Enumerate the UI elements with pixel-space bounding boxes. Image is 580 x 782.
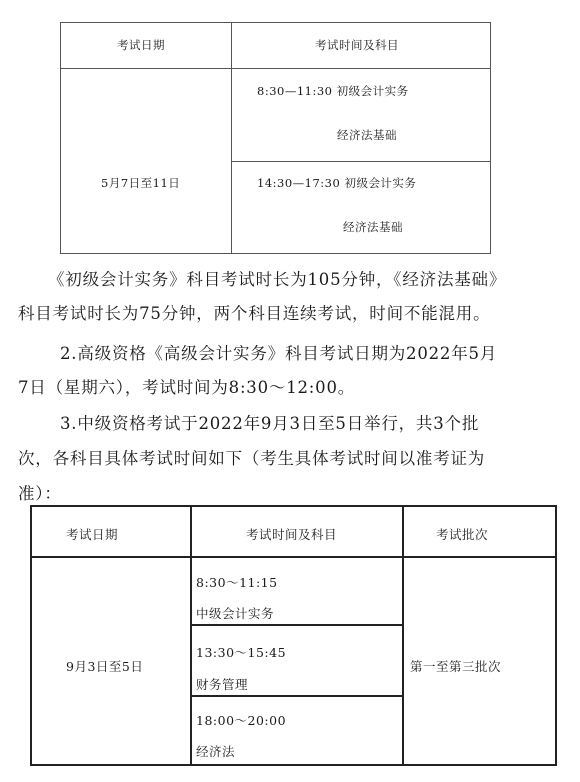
paragraph-line: 《初级会计实务》科目考试时长为105分钟，《经济法基础》 [48, 270, 507, 289]
session1-subject2: 经济法基础 [337, 128, 397, 142]
header-exam-date: 考试日期 [117, 38, 165, 52]
exam-batch-cell: 第一至第三批次 [410, 659, 502, 674]
paragraph-line: 3.中级资格考试于2022年9月3日至5日举行，共3个批 [60, 414, 480, 433]
paragraph-line: 次，各科目具体考试时间如下（考生具体考试时间以准考证为 [18, 449, 486, 468]
table-divider [190, 695, 402, 697]
exam-date-cell: 5月7日至11日 [101, 176, 181, 190]
table-divider [32, 556, 555, 558]
paragraph-line: 2.高级资格《高级会计实务》科目考试日期为2022年5月 [60, 344, 498, 363]
paragraph-line: 准）： [18, 484, 62, 503]
row-time: 13:30～15:45 [196, 645, 287, 660]
paragraph-line: 科目考试时长为75分钟，两个科目连续考试，时间不能混用。 [18, 304, 491, 323]
paragraph-line: 7日（星期六），考试时间为8:30～12:00。 [18, 378, 356, 397]
session1-time-subject: 8:30—11:30 初级会计实务 [257, 84, 409, 98]
header-exam-time-subject: 考试时间及科目 [315, 38, 399, 52]
table-divider [402, 507, 404, 764]
row-subject: 中级会计实务 [196, 606, 275, 621]
exam-schedule-table-intermediate [30, 505, 557, 766]
header-exam-time-subject: 考试时间及科目 [246, 527, 338, 542]
table-divider [190, 624, 402, 626]
table-divider [231, 23, 232, 253]
row-time: 8:30～11:15 [196, 575, 278, 590]
session2-subject2: 经济法基础 [343, 220, 403, 234]
exam-date-cell: 9月3日至5日 [66, 659, 144, 674]
row-time: 18:00～20:00 [196, 713, 287, 728]
row-subject: 经济法 [196, 744, 236, 759]
header-exam-batch: 考试批次 [436, 527, 489, 542]
table-divider [231, 161, 490, 162]
table-divider [61, 68, 490, 69]
table-divider [190, 507, 192, 764]
exam-schedule-table-junior [60, 22, 491, 254]
row-subject: 财务管理 [196, 677, 249, 692]
session2-time-subject: 14:30—17:30 初级会计实务 [257, 176, 417, 190]
header-exam-date: 考试日期 [66, 527, 119, 542]
